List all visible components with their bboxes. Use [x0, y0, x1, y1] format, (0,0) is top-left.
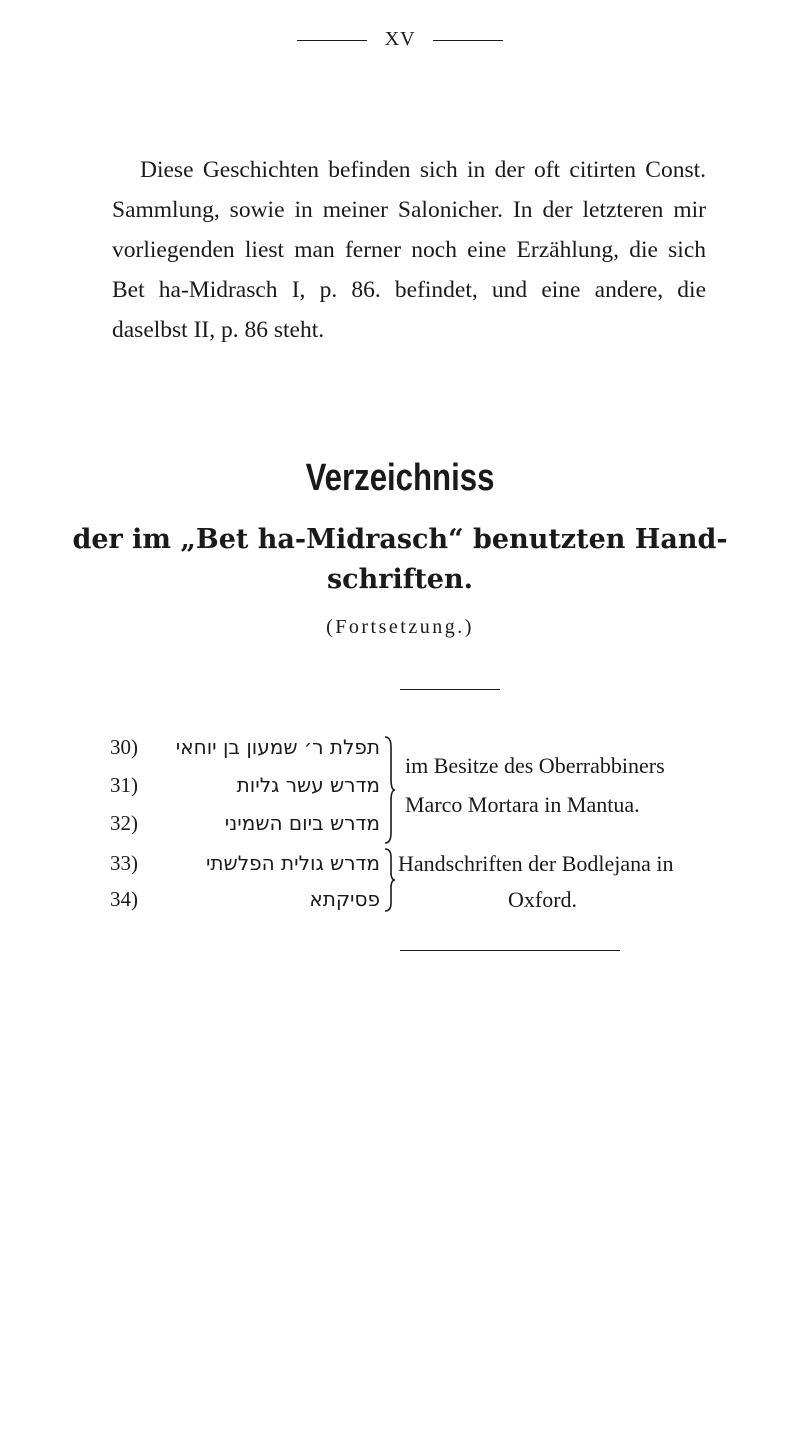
- intro-paragraph: Diese Geschichten befinden sich in der oft citirten Const. Sammlung, sowie in meiner Salonicher. In der letzteren mir vorliegenden liest man ferner noch eine Erzählung, die sich Bet ha-Midrasch I, p. 86. befindet, und eine andere, die daselbst II, p. 86 steht.: [112, 157, 706, 343]
- section-subtitle: [0, 520, 800, 600]
- entry-title-33: מדרש גולית הפלשתי: [205, 851, 380, 875]
- entry-title-34: פסיקתא: [309, 887, 380, 911]
- owner-group-1-line-1: im Besitze des Oberrabbiners: [405, 753, 665, 778]
- entry-number-31: 31): [110, 773, 138, 797]
- owner-group-1-line-2: Marco Mortara in Mantua.: [405, 792, 640, 817]
- section-subtitle-line-2: schriften.: [326, 564, 474, 595]
- entry-title-32: מדרש ביום השמיני: [224, 811, 380, 835]
- brace-group-2: [382, 847, 396, 913]
- header-rule-left: [297, 40, 367, 41]
- entry-number-30: 30): [110, 735, 138, 759]
- section-subtitle-line-1: der im „Bet ha-Midrasch“ benutzten Hand-: [72, 524, 728, 555]
- continuation-note: (Fortsetzung.): [326, 616, 474, 638]
- section-title: Verzeichniss: [305, 457, 495, 499]
- bottom-divider: [400, 950, 620, 951]
- entry-number-32: 32): [110, 811, 138, 835]
- brace-group-1: [382, 735, 396, 845]
- section-divider: [400, 689, 500, 690]
- entry-title-31: מדרש עשר גליות: [236, 773, 380, 797]
- page-number: XV: [384, 28, 416, 50]
- manuscript-list: [110, 735, 730, 925]
- owner-group-2-line-2: Oxford.: [508, 887, 578, 912]
- entry-number-33: 33): [110, 851, 138, 875]
- entry-title-30: תפלת ר׳ שמעון בן יוחאי: [175, 735, 380, 759]
- entry-number-34: 34): [110, 887, 138, 911]
- owner-group-2-line-1: Handschriften der Bodlejana in: [398, 851, 674, 876]
- page-header: [0, 28, 800, 51]
- header-rule-right: [433, 40, 503, 41]
